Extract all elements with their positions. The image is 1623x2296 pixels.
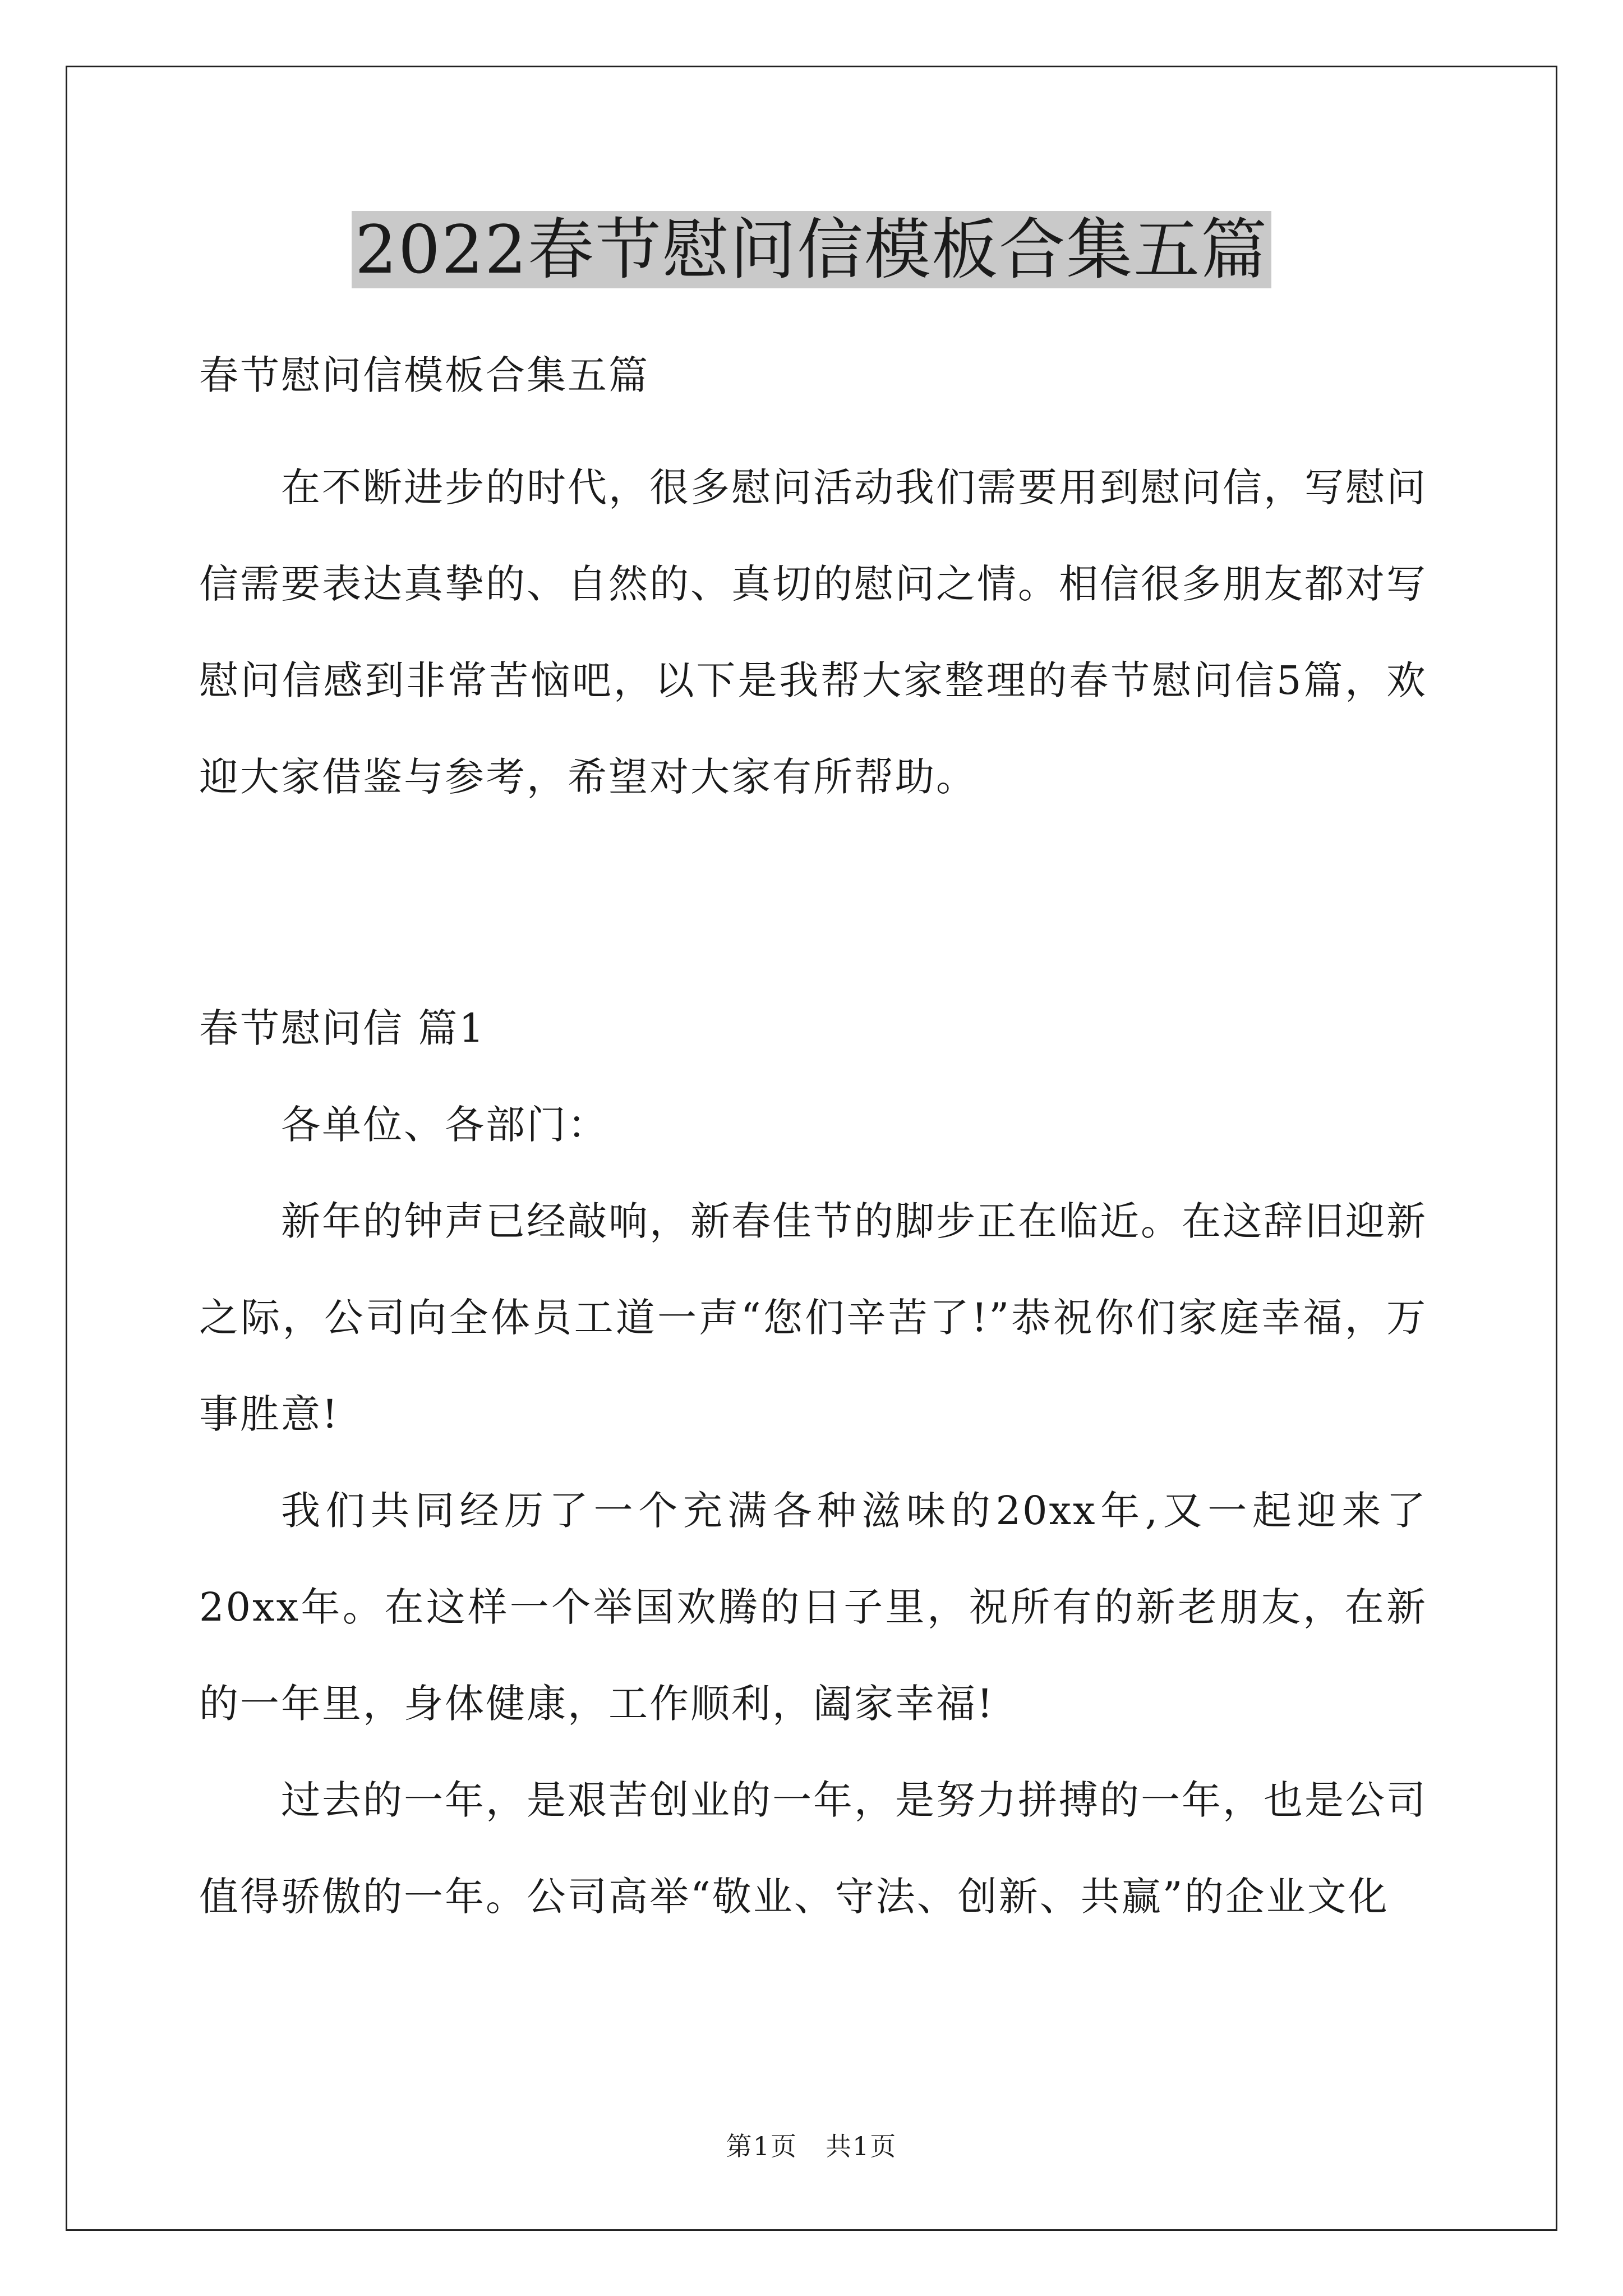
- page-total: 共1页: [826, 2131, 897, 2161]
- title-text: 2022春节慰问信模板合集五篇: [352, 211, 1271, 288]
- document-title: [0, 202, 1623, 297]
- document-subtitle: 春节慰问信模板合集五篇: [199, 352, 649, 398]
- body-paragraph: 过去的一年，是艰苦创业的一年，是努力拼搏的一年，也是公司值得骄傲的一年。公司高举“敬业、守法、创新、共赢”的企业文化: [199, 1777, 1427, 1920]
- intro-paragraph: 在不断进步的时代，很多慰问活动我们需要用到慰问信，写慰问信需要表达真挚的、自然的、真切的慰问之情。相信很多朋友都对写慰问信感到非常苦恼吧，以下是我帮大家整理的春节慰问信5篇，欢迎大家借鉴与参考，希望对大家有所帮助。: [199, 464, 1427, 800]
- page-footer: [0, 2126, 1623, 2163]
- page-number: 第1页: [726, 2131, 797, 2161]
- greeting-line: 各单位、各部门：: [281, 1102, 608, 1148]
- section-heading: 春节慰问信 篇1: [199, 1005, 486, 1051]
- body-paragraph: 我们共同经历了一个充满各种滋味的20xx年,又一起迎来了20xx年。在这样一个举国欢腾的日子里，祝所有的新老朋友，在新的一年里，身体健康，工作顺利，阖家幸福!: [199, 1488, 1427, 1727]
- body-paragraph: 新年的钟声已经敲响，新春佳节的脚步正在临近。在这辞旧迎新之际，公司向全体员工道一声“您们辛苦了!”恭祝你们家庭幸福，万事胜意!: [199, 1198, 1427, 1437]
